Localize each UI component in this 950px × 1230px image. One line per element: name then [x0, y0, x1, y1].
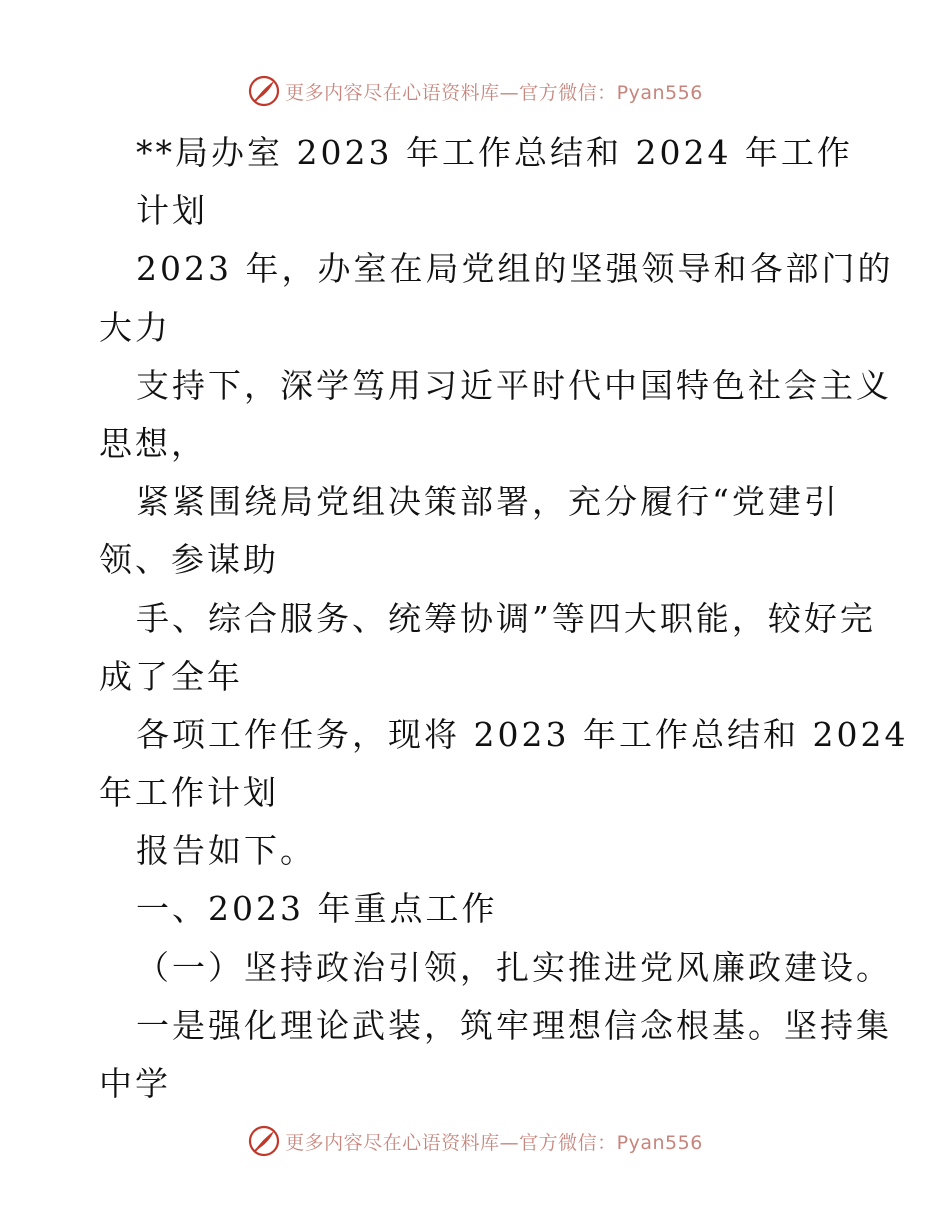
text-line: 一是强化理论武装，筑牢理想信念根基。坚持集: [136, 1005, 892, 1045]
text-line: 支持下，深学笃用习近平时代中国特色社会主义: [136, 365, 892, 405]
text-line: 2023 年，办室在局党组的坚强领导和各部门的: [136, 249, 894, 289]
watermark-text: 更多内容尽在心语资料库—官方微信：Pyan556: [285, 1131, 703, 1154]
text-line: 大力: [99, 307, 171, 347]
text-line: 报告如下。: [136, 831, 316, 871]
text-line: （一）坚持政治引领，扎实推进党风廉政建设。: [136, 947, 892, 987]
text-line: 中学: [99, 1064, 171, 1103]
text-line: 各项工作任务，现将 2023 年工作总结和 2024: [136, 714, 909, 754]
text-line: 计划: [136, 191, 208, 231]
watermark-text: 更多内容尽在心语资料库—官方微信：Pyan556: [285, 81, 703, 104]
feather-pen-logo-icon: [247, 1124, 281, 1158]
text-line: 领、参谋助: [99, 540, 279, 580]
feather-pen-logo-icon: [247, 74, 281, 108]
watermark-header: [0, 71, 950, 111]
text-line: 思想，: [99, 423, 207, 463]
text-line: 手、综合服务、统筹协调”等四大职能，较好完: [136, 598, 876, 638]
text-line: 紧紧围绕局党组决策部署，充分履行“党建引: [136, 482, 840, 522]
text-line: 成了全年: [99, 656, 243, 696]
text-line: **局办室 2023 年工作总结和 2024 年工作: [136, 133, 853, 172]
watermark-footer: [0, 1121, 950, 1161]
document-body: [99, 124, 909, 1113]
text-line: 一、2023 年重点工作: [136, 889, 498, 929]
text-line: 年工作计划: [99, 773, 279, 813]
